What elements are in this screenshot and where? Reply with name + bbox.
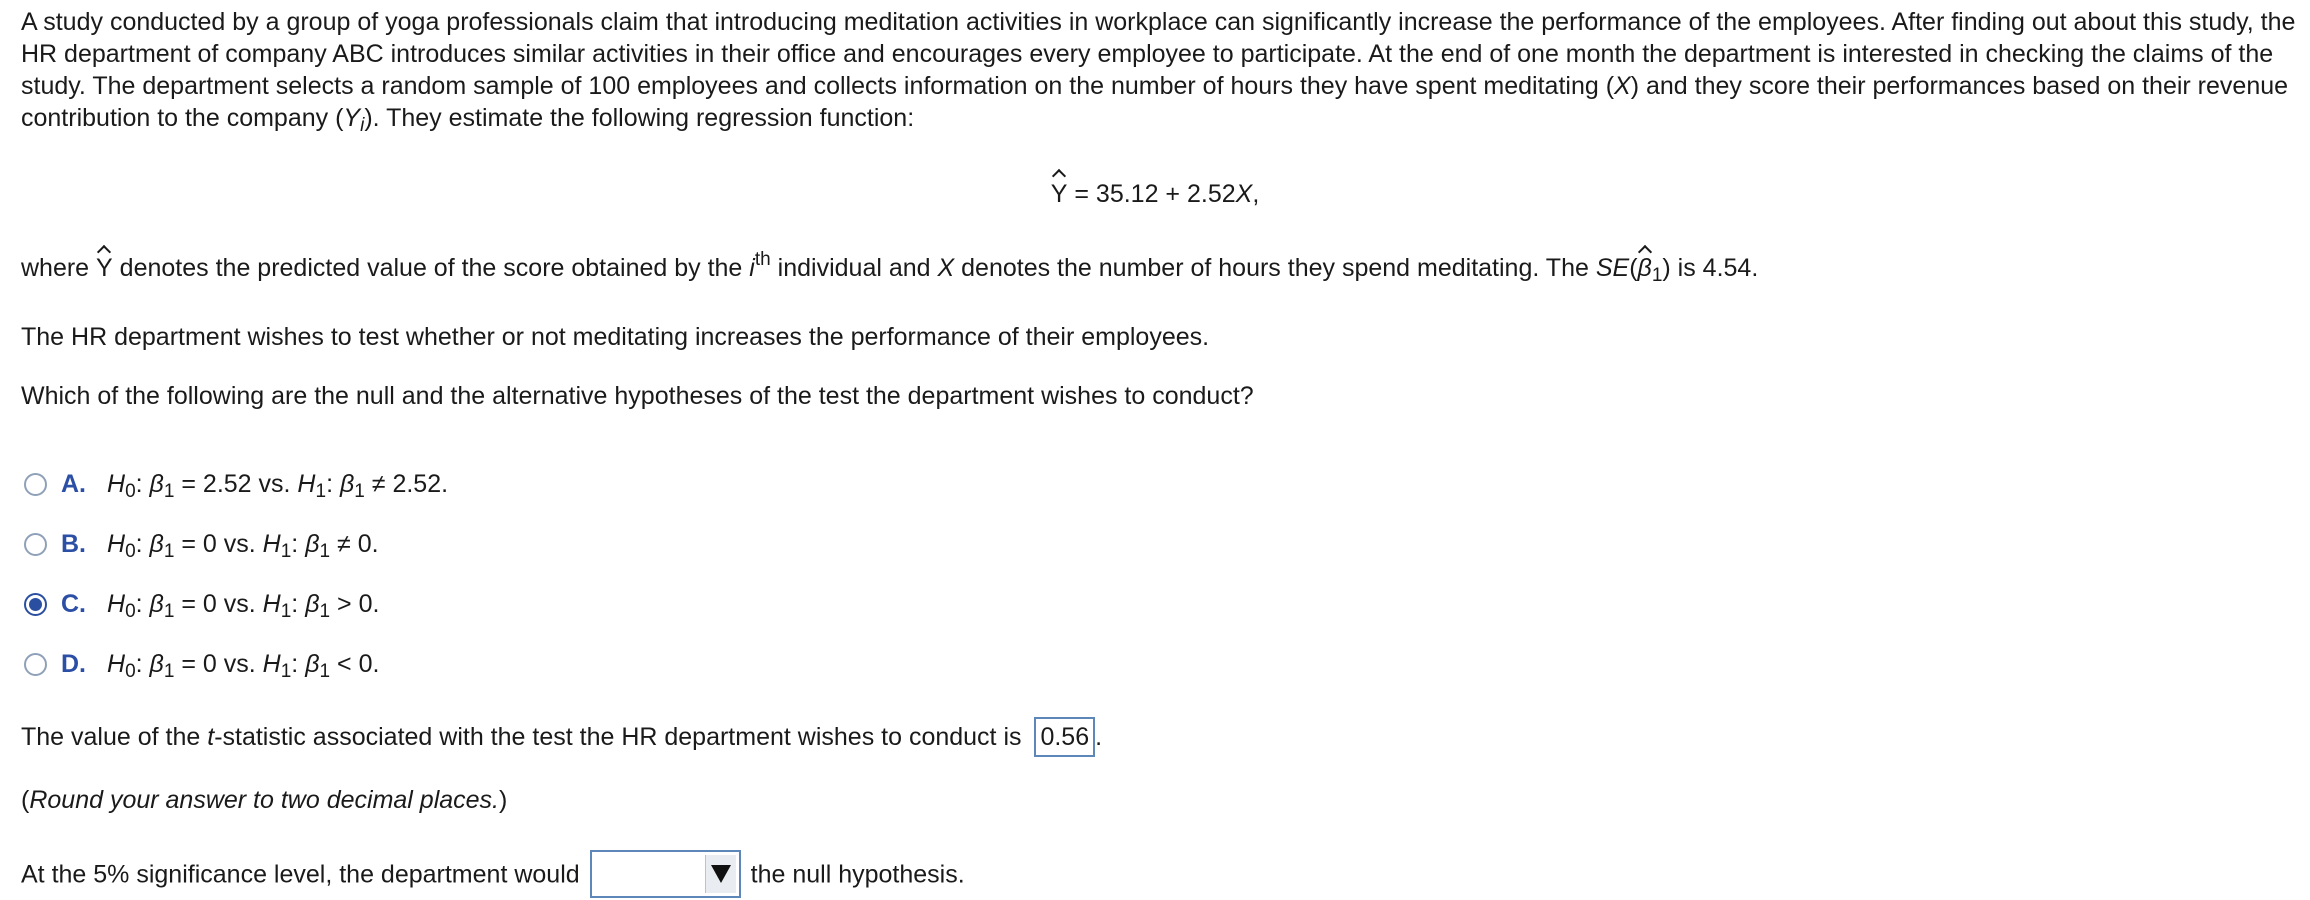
- intro-text: A study conducted by a group of yoga professionals claim that introducing meditation activities in workplace can significantly increase the performance of the employees. After finding out about this study, the HR department of company ABC introduces similar activities in their office and encourages every employee to participate. At the end of one month the department is interested in checking the claims of the study. The department selects a random sample of 100 employees and collects information on the number of hours they have spent meditating (: [21, 8, 2296, 100]
- significance-text-after: the null hypothesis.: [750, 860, 965, 889]
- colon: :: [326, 469, 340, 498]
- option-letter: C.: [61, 589, 86, 618]
- significance-line: [21, 852, 965, 900]
- beta-subscript: 1: [1651, 265, 1663, 286]
- colon: :: [135, 529, 150, 558]
- equation-comma: ,: [1252, 180, 1260, 208]
- radio-d[interactable]: [24, 653, 47, 676]
- where-text-3: individual and: [770, 254, 938, 282]
- colon: :: [291, 649, 306, 678]
- h0-label: H: [107, 649, 126, 678]
- paren-close: ): [1662, 254, 1671, 282]
- colon: :: [135, 469, 150, 498]
- option-b[interactable]: [24, 514, 448, 574]
- h1-sub: 1: [315, 480, 327, 502]
- option-letter: A.: [61, 469, 86, 498]
- tstat-text-2: -statistic associated with the test the HR department wishes to conduct is: [214, 723, 1029, 751]
- h1-label: H: [262, 589, 281, 618]
- h1-sub: 1: [280, 660, 292, 682]
- tstat-answer-box[interactable]: 0.56: [1034, 717, 1095, 757]
- radio-b[interactable]: [24, 533, 47, 556]
- option-a-text: [107, 469, 449, 502]
- x-variable: X: [937, 254, 955, 282]
- option-a[interactable]: [24, 454, 448, 514]
- note-text: Round your answer to two decimal places.: [29, 786, 500, 814]
- h1-sub: 1: [280, 600, 292, 622]
- beta: β: [149, 589, 164, 618]
- beta-sub: 1: [163, 540, 175, 562]
- beta: β: [305, 649, 320, 678]
- rounding-note: [21, 784, 507, 816]
- h1-sub: 1: [280, 540, 292, 562]
- where-text-4: denotes the number of hours they spend meditating. The: [954, 254, 1596, 282]
- equation-rhs: = 35.12 + 2.52: [1067, 180, 1236, 208]
- note-paren-open: (: [21, 786, 30, 814]
- h1-label: H: [297, 469, 316, 498]
- y-hat: Y: [1051, 176, 1068, 212]
- dropdown-value: [592, 852, 702, 896]
- beta: β: [339, 469, 355, 498]
- colon: :: [135, 649, 150, 678]
- h0-label: H: [107, 469, 126, 498]
- beta-sub: 1: [319, 540, 331, 562]
- relation-0: = 0 vs.: [174, 529, 263, 558]
- option-c[interactable]: [24, 574, 448, 634]
- intro-text-end: ). They estimate the following regression function:: [364, 104, 915, 132]
- h0-label: H: [107, 529, 126, 558]
- h0-sub: 0: [125, 540, 136, 562]
- radio-a[interactable]: [24, 473, 47, 496]
- tstat-period: .: [1095, 723, 1103, 751]
- relation-1: < 0.: [330, 649, 380, 678]
- intro-text-mid: ) and they score their performances based on their revenue contribution to the company (: [21, 72, 2289, 132]
- beta-sub: 1: [319, 600, 331, 622]
- th-superscript: th: [754, 249, 771, 270]
- relation-1: ≠ 2.52.: [364, 469, 449, 498]
- hr-statement: The HR department wishes to test whether or not meditating increases the performance of their employees.: [21, 323, 1210, 351]
- option-d[interactable]: [24, 634, 448, 694]
- variable-y: Y: [343, 104, 361, 132]
- relation-0: = 2.52 vs.: [174, 469, 298, 498]
- regression-equation: [0, 176, 2310, 212]
- option-b-text: [107, 529, 379, 562]
- relation-0: = 0 vs.: [174, 589, 263, 618]
- i-index: i: [749, 254, 755, 282]
- where-text-2: denotes the predicted value of the score obtained by the: [112, 254, 750, 282]
- where-text-5: is 4.54.: [1670, 254, 1759, 282]
- note-paren-close: ): [499, 786, 508, 814]
- question-text: Which of the following are the null and the alternative hypotheses of the test the department wishes to conduct?: [21, 382, 1254, 410]
- option-c-text: [107, 589, 380, 622]
- h0-sub: 0: [125, 660, 136, 682]
- beta-hat: β: [1637, 254, 1652, 282]
- problem-intro: [21, 6, 2296, 134]
- significance-text-before: At the 5% significance level, the department would: [21, 860, 580, 889]
- radio-c-selected[interactable]: [24, 593, 47, 616]
- y-hat-inline: Y: [96, 254, 113, 282]
- beta-sub: 1: [163, 600, 175, 622]
- subscript-i: i: [360, 115, 365, 136]
- option-d-text: [107, 649, 380, 682]
- colon: :: [291, 589, 306, 618]
- hypothesis-options: [24, 454, 448, 694]
- colon: :: [291, 529, 306, 558]
- beta-sub: 1: [163, 480, 175, 502]
- relation-0: = 0 vs.: [174, 649, 263, 678]
- relation-1: ≠ 0.: [330, 529, 379, 558]
- beta-sub: 1: [163, 660, 175, 682]
- where-text-1: where: [21, 254, 97, 282]
- where-line: [21, 249, 1759, 286]
- colon: :: [135, 589, 150, 618]
- beta: β: [149, 469, 164, 498]
- paren-open: (: [1629, 254, 1638, 282]
- beta-sub: 1: [319, 660, 331, 682]
- h0-label: H: [107, 589, 126, 618]
- h1-label: H: [262, 649, 281, 678]
- option-letter: D.: [61, 649, 86, 678]
- h0-sub: 0: [125, 480, 136, 502]
- decision-dropdown[interactable]: [590, 850, 741, 898]
- variable-x: X: [1614, 72, 1631, 100]
- beta-sub: 1: [354, 480, 365, 502]
- relation-1: > 0.: [330, 589, 380, 618]
- dropdown-arrow-icon[interactable]: [705, 855, 736, 893]
- equation-x: X: [1235, 180, 1253, 208]
- tstat-text-1: The value of the: [21, 723, 208, 751]
- tstat-line: [21, 717, 1102, 757]
- se-label: SE: [1595, 254, 1630, 282]
- h0-sub: 0: [125, 600, 136, 622]
- option-letter: B.: [61, 529, 86, 558]
- t-letter: t: [207, 723, 215, 751]
- beta: β: [149, 529, 164, 558]
- h1-label: H: [262, 529, 281, 558]
- beta: β: [305, 589, 320, 618]
- beta: β: [149, 649, 164, 678]
- beta: β: [305, 529, 320, 558]
